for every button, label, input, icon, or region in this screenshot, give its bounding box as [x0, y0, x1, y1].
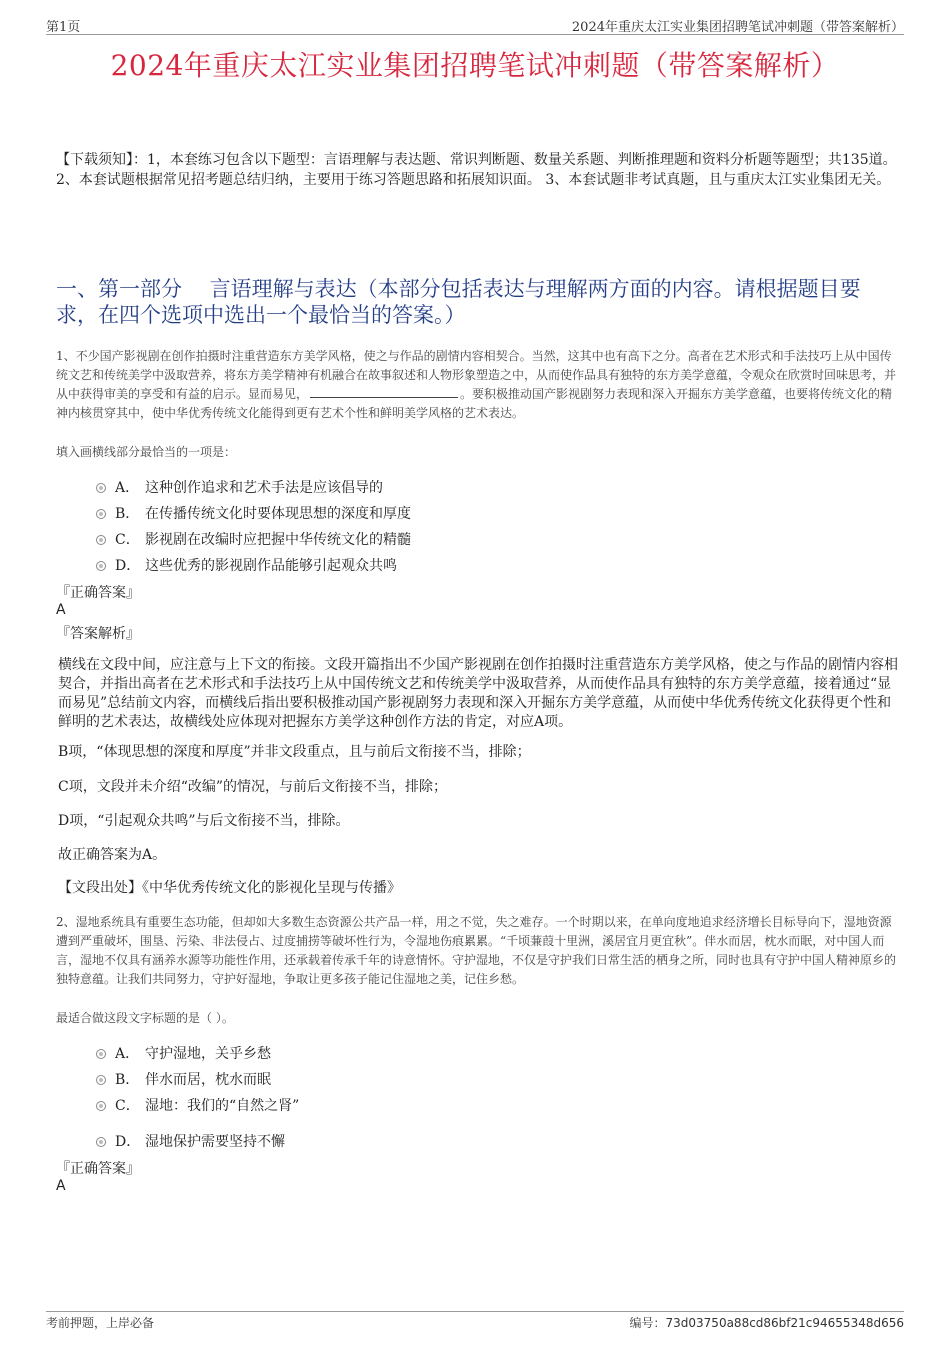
- footer-code-value: 73d03750a88cd86bf21c94655348d656: [665, 1316, 904, 1330]
- question-1-prompt: 填入画横线部分最恰当的一项是：: [56, 445, 237, 459]
- correct-answer-label: 『正确答案』: [56, 585, 140, 601]
- correct-answer: A: [56, 1178, 66, 1194]
- option-d[interactable]: D． 这些优秀的影视剧作品能够引起观众共鸣: [96, 555, 397, 575]
- radio-icon[interactable]: [96, 1075, 106, 1085]
- analysis-label: 『答案解析』: [56, 626, 140, 642]
- correct-answer-label: 『正确答案』: [56, 1161, 140, 1177]
- page-number: 第1页: [46, 20, 81, 35]
- option-c[interactable]: C． 影视剧在改编时应把握中华传统文化的精髓: [96, 529, 411, 549]
- analysis-option-b: B项，“体现思想的深度和厚度”并非文段重点，且与前后文衔接不当，排除；: [58, 744, 531, 760]
- source-reference: 【文段出处】《中华优秀传统文化的影视化呈现与传播》: [58, 880, 401, 896]
- question-1-text: [56, 347, 900, 423]
- page-header: [46, 14, 904, 35]
- analysis-paragraph: 横线在文段中间，应注意与上下文的衔接。文段开篇指出不少国产影视剧在创作拍摄时注重营造东方美学风格，使之与作品的剧情内容相契合，并指出高者在艺术形式和手法技巧上从中国传统文艺和传统美学中汲取营养，从而使作品具有独特的东方美学意蕴，接着通过“显而易见”总结前文内容，而横线后指出要积极推动国产影视剧努力表现和深入开掘东方美学意蕴，从而使中华优秀传统文化获得更个性和鲜明的艺术表达，故横线处应体现对把握东方美学这种创作方法的肯定，对应A项。: [58, 657, 898, 730]
- radio-icon[interactable]: [96, 483, 106, 493]
- radio-icon[interactable]: [96, 561, 106, 571]
- analysis-option-d: D项，“引起观众共鸣”与后文衔接不当，排除。: [58, 813, 350, 829]
- header-doc-title: 2024年重庆太江实业集团招聘笔试冲刺题（带答案解析）: [571, 20, 904, 35]
- radio-icon[interactable]: [96, 535, 106, 545]
- question-1-text-after: 。要积极推动国产影视剧努力表现和深入开掘东方美学意蕴，也要将传统文化的精神内核贯穿其中，使中华优秀传统文化能得到更有艺术个性和鲜明美学风格的艺术表达。: [56, 387, 893, 420]
- question-2-prompt: 最适合做这段文字标题的是（ ）。: [56, 1011, 234, 1025]
- footer-code: [630, 1314, 905, 1331]
- section-title: 一、第一部分 言语理解与表达（本部分包括表达与理解两方面的内容。请根据题目要求，在四个选项中选出一个最恰当的答案。）: [56, 277, 861, 327]
- download-notice: 【下载须知】：1，本套练习包含以下题型：言语理解与表达题、常识判断题、数量关系题、判断推理题和资料分析题等题型；共135道。 2、本套试题根据常见招考题总结归纳，主要用于练习答题思路和拓展知识面。 3、本套试题非考试真题，且与重庆太江实业集团无关。: [56, 152, 897, 188]
- option-a[interactable]: A． 这种创作追求和艺术手法是应该倡导的: [96, 477, 383, 497]
- radio-icon[interactable]: [96, 509, 106, 519]
- correct-answer: A: [56, 602, 66, 618]
- option-c[interactable]: C． 湿地：我们的“自然之肾”: [96, 1095, 299, 1115]
- option-b[interactable]: B． 在传播传统文化时要体现思想的深度和厚度: [96, 503, 411, 523]
- option-b[interactable]: B． 伴水而居，枕水而眠: [96, 1069, 271, 1089]
- radio-icon[interactable]: [96, 1049, 106, 1059]
- option-a[interactable]: A． 守护湿地，关乎乡愁: [96, 1043, 271, 1063]
- footer-code-label: 编号：: [629, 1316, 666, 1330]
- page-title: 2024年重庆太江实业集团招聘笔试冲刺题（带答案解析）: [110, 49, 840, 82]
- option-d[interactable]: D． 湿地保护需要坚持不懈: [96, 1131, 285, 1151]
- footer-divider: [46, 1311, 904, 1312]
- radio-icon[interactable]: [96, 1137, 106, 1147]
- footer-slogan: 考前押题，上岸必备: [46, 1316, 155, 1330]
- answer-blank: [310, 385, 458, 398]
- question-1-text-before: 1、不少国产影视剧在创作拍摄时注重营造东方美学风格，使之与作品的剧情内容相契合。当然，这其中也有高下之分。高者在艺术形式和手法技巧上从中国传统文艺和传统美学中汲取营养，将东方美学精神有机融合在故事叙述和人物形象塑造之中，从而使作品具有独特的东方美学意蕴，令观众在欣赏时回味思考，并从中获得审美的享受和有益的启示。显而易见，: [56, 349, 897, 401]
- analysis-conclusion: 故正确答案为A。: [58, 847, 167, 863]
- analysis-option-c: C项，文段并未介绍“改编”的情况，与前后文衔接不当，排除；: [58, 779, 448, 795]
- question-2-text: 2、湿地系统具有重要生态功能，但却如大多数生态资源公共产品一样，用之不觉，失之难存。一个时期以来，在单向度地追求经济增长目标导向下，湿地资源遭到严重破坏，围垦、污染、非法侵占、过度捕捞等破坏性行为，令湿地伤痕累累。“千顷蒹葭十里洲，溪居宜月更宜秋”。伴水而居，枕水而眠，对中国人而言，湿地不仅具有涵养水源等功能性作用，还承载着传承千年的诗意情怀。守护湿地，不仅是守护我们日常生活的栖身之所，同时也具有守护中国人精神原乡的独特意蕴。让我们共同努力，守护好湿地，争取让更多孩子能记住湿地之美，记住乡愁。: [56, 915, 897, 986]
- radio-icon[interactable]: [96, 1101, 106, 1111]
